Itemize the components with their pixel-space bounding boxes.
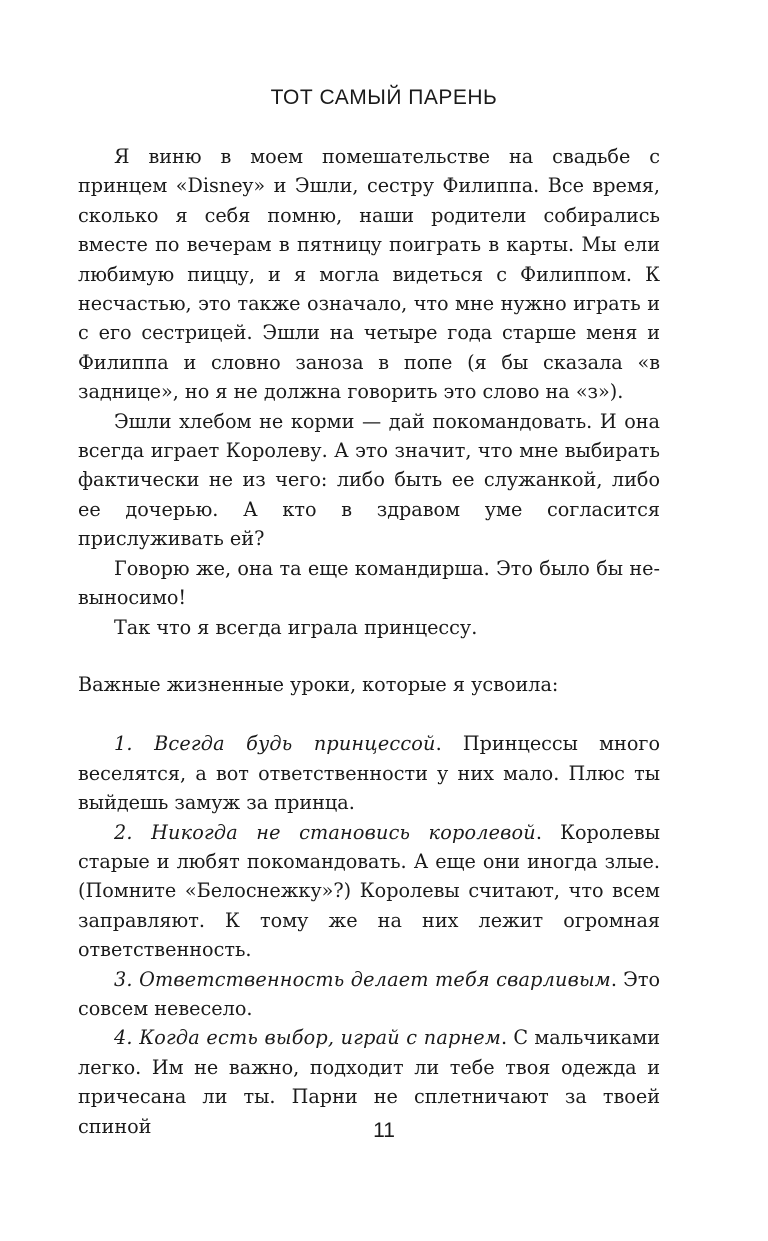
lesson-item <box>78 965 660 1024</box>
lesson-text: . Принцессы много веселятся, а вот ответственности у них мало. Плюс ты выйдешь замуж за принца. <box>78 732 661 815</box>
paragraph: Эшли хлебом не корми — дай покомандовать. И она всегда играет Королеву. А это значит, что мне выбирать фактически не из чего: либо быть ее служанкой, либо ее дочерью. А кто в здравом уме согласится прислуживать ей? <box>78 409 660 551</box>
body-text <box>78 142 660 1141</box>
lesson-title: 3. Ответственность делает тебя сварливым <box>114 967 611 991</box>
lesson-item <box>78 729 660 817</box>
lesson-text: . Королевы старые и любят покомандовать. А еще они иногда злые. (Помните «Белоснежку»?) Королевы считают, что всем заправляют. К тому же на них лежит огромная ответственность. <box>78 820 660 962</box>
paragraph: Так что я всегда играла принцессу. <box>114 615 478 639</box>
lesson-text: . С мальчиками легко. Им не важно, подходит ли тебе твоя одежда и причесана ли ты. Парни не сплетничают за твоей спиной <box>78 1026 660 1138</box>
paragraph: Говорю же, она та еще командирша. Это было бы невыносимо! <box>78 556 660 610</box>
lesson-title: 4. Когда есть выбор, играй с парнем <box>114 1026 501 1050</box>
lesson-item <box>78 818 660 965</box>
lessons-heading: Важные жизненные уроки, которые я усвоила: <box>78 672 559 696</box>
paragraph: Я виню в моем помешательстве на свадьбе с принцем «Disney» и Эшли, сестру Филиппа. Все время, сколько я себя помню, наши родители собирались вместе по вечерам в пятницу поиграть в карты. Мы ели любимую пиццу, и я могла видеться с Филиппом. К несчастью, это также означало, что мне нужно играть и с его сестрицей. Эшли на четыре года старше меня и Филиппа и словно заноза в попе (я бы сказала «в заднице», но я не должна говорить это слово на «з»). <box>78 145 660 404</box>
page-number: 11 <box>373 1119 395 1142</box>
lesson-text: . Это совсем невесело. <box>78 967 660 1020</box>
lesson-title: 1. Всегда будь принцессой <box>114 732 436 756</box>
lesson-title: 2. Никогда не становись королевой <box>114 820 536 844</box>
running-head: ТОТ САМЫЙ ПАРЕНЬ <box>270 86 498 109</box>
